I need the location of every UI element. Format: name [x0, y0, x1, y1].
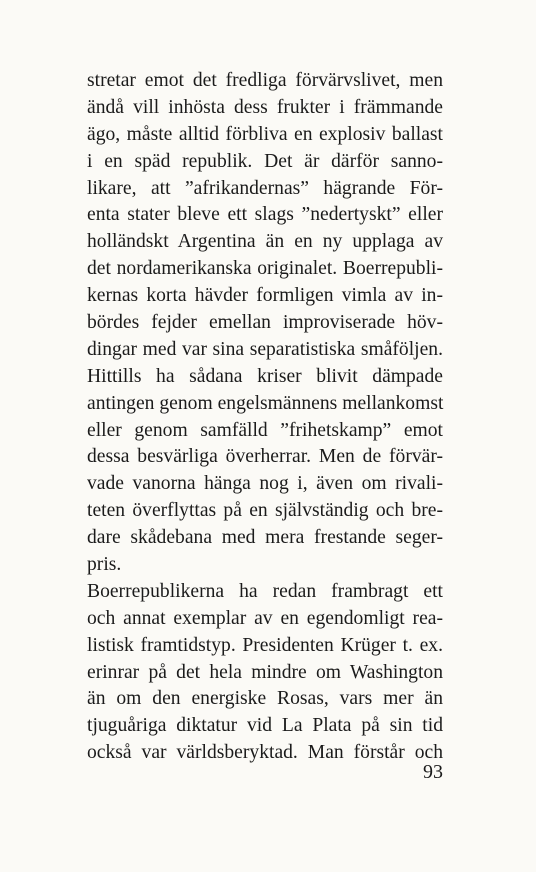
text-line: erinrar på det hela mindre om Washington [87, 661, 443, 683]
text-line: det nordamerikanska originalet. Boerrepubli- [87, 258, 443, 280]
text-line: listisk framtidstyp. Presidenten Krüger t. ex. [87, 634, 443, 656]
text-line: eller genom samfälld ”frihetskamp” emot [87, 419, 443, 441]
text-line: och annat exemplar av en egendomligt rea- [87, 607, 443, 629]
text-line: också var världsberyktad. Man förstår och [87, 742, 443, 764]
text-line: dare skådebana med mera frestande seger- [87, 527, 443, 549]
text-line: enta stater bleve ett slags ”nedertyskt” eller [87, 204, 443, 226]
text-line: Boerrepublikerna ha redan frambragt ett [87, 580, 443, 602]
text-line: stretar emot det fredliga förvärvslivet, men [87, 70, 443, 91]
text-line: likare, att ”afrikandernas” hägrande För- [87, 177, 443, 199]
text-line: holländskt Argentina än en ny upplaga av [87, 231, 443, 253]
text-line: Hittills ha sådana kriser blivit dämpade [87, 365, 443, 387]
text-line: vade vanorna hänga nog i, även om rivali- [87, 473, 443, 495]
text-line: dessa besvärliga överherrar. Men de förvär- [87, 446, 443, 468]
text-line: antingen genom engelsmännens mellankomst [87, 392, 444, 414]
text-line: i en späd republik. Det är därför sanno- [87, 150, 443, 172]
page-number: 93 [423, 761, 443, 783]
text-line: pris. [87, 554, 122, 576]
text-line: ändå vill inhösta dess frukter i främmande [87, 96, 443, 118]
text-line: bördes fejder emellan improviserade höv- [87, 312, 443, 334]
body-text [87, 68, 443, 767]
text-line: tjuguåriga diktatur vid La Plata på sin tid [87, 715, 443, 737]
text-line: än om den energiske Rosas, vars mer än [87, 688, 443, 710]
text-line: ägo, måste alltid förbliva en explosiv ballast [87, 123, 443, 145]
text-line: dingar med var sina separatistiska småföljen. [87, 338, 443, 360]
text-line: teten överflyttas på en självständig och bre- [87, 500, 443, 522]
text-line: kernas korta hävder formligen vimla av in- [87, 285, 443, 307]
